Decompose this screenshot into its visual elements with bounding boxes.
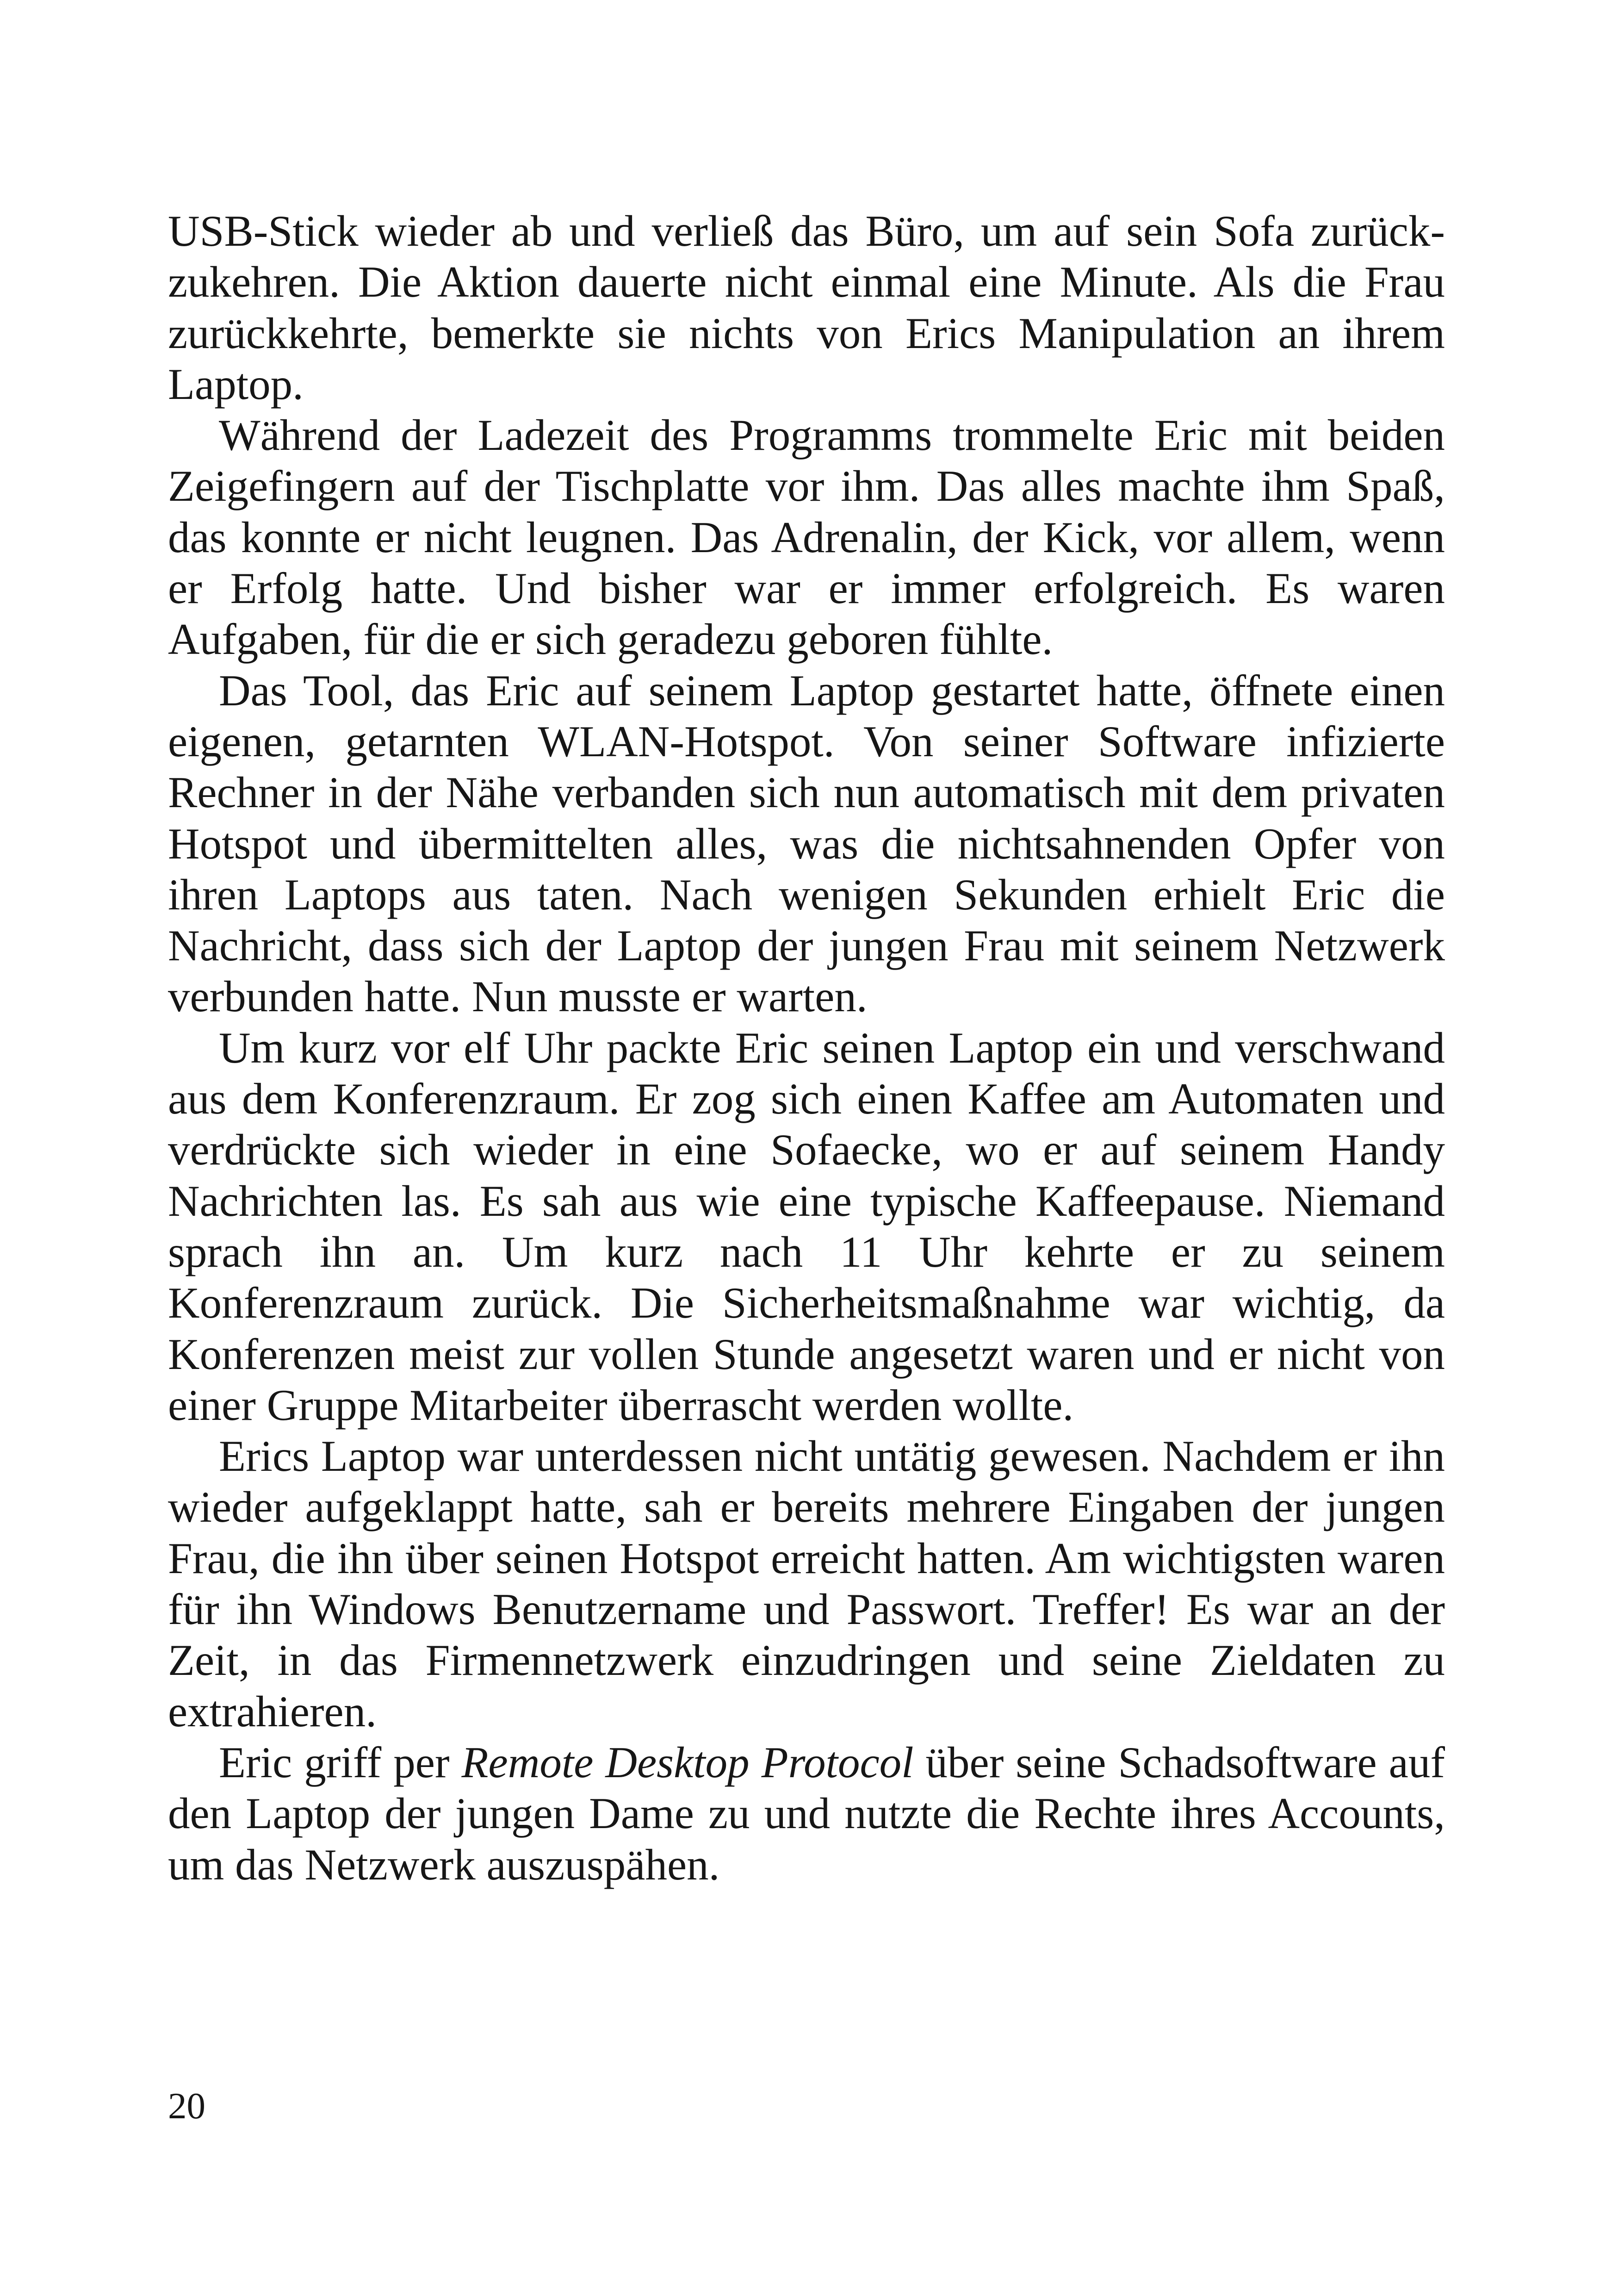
- paragraph-6: [168, 1737, 1445, 1890]
- paragraph-6-lead: Eric griff per: [219, 1737, 462, 1787]
- paragraph-2: Während der Ladezeit des Programms trommelte Eric mit beiden Zeigefingern auf der Tischplatte vor ihm. Das alles machte ihm Spaß, das konnte er nicht leugnen. Das Adrenalin, der Kick, vor allem, wenn er Erfolg hatte. Und bisher war er immer erfolgreich. Es waren Aufgaben, für die er sich geradezu geboren fühlte.: [168, 411, 1445, 664]
- body-text: [168, 205, 1445, 1890]
- paragraph-5: Erics Laptop war unterdessen nicht untätig gewesen. Nachdem er ihn wieder aufgeklappt hatte, sah er bereits mehrere Eingaben der jungen Frau, die ihn über seinen Hotspot erreicht hatten. Am wichtigsten waren für ihn Windows Benutzername und Passwort. Treffer! Es war an der Zeit, in das Firmennetzwerk einzudringen und seine Zieldaten zu extrahieren.: [168, 1431, 1445, 1736]
- paragraph-4: Um kurz vor elf Uhr packte Eric seinen Laptop ein und verschwand aus dem Konferenzraum. Er zog sich einen Kaffee am Automaten und verdrückte sich wieder in eine Sofaecke, wo er auf seinem Handy Nachrichten las. Es sah aus wie eine typische Kaffeepause. Niemand sprach ihn an. Um kurz nach 11 Uhr kehrte er zu seinem Konferenzraum zurück. Die Sicherheitsmaßnahme war wichtig, da Konferenzen meist zur vollen Stunde angesetzt waren und er nicht von einer Gruppe Mitarbeiter überrascht werden wollte.: [168, 1023, 1445, 1430]
- italic-term-rdp: Remote Desktop Protocol: [461, 1737, 914, 1787]
- paragraph-6-rest: über seine Schadsoftware auf den Laptop der jungen Dame zu und nutzte die Rechte ihres Accounts, um das Netzwerk auszuspähen.: [168, 1737, 1445, 1889]
- paragraph-3: Das Tool, das Eric auf seinem Laptop gestartet hatte, öffnete einen eigenen, getarnten WLAN-Hotspot. Von seiner Software infizierte Rechner in der Nähe verbanden sich nun automatisch mit dem privaten Hotspot und übermittelten alles, was die nichtsahnenden Opfer von ihren Laptops aus taten. Nach wenigen Sekunden erhielt Eric die Nachricht, dass sich der Laptop der jungen Frau mit seinem Netzwerk verbunden hatte. Nun musste er warten.: [168, 666, 1445, 1021]
- page-number: 20: [168, 2085, 205, 2127]
- paragraph-1: USB-Stick wieder ab und verließ das Büro, um auf sein Sofa zurückzukehren. Die Aktion dauerte nicht einmal eine Minute. Als die Frau zurückkehrte, bemerkte sie nichts von Erics Manipulation an ihrem Laptop.: [168, 206, 1445, 409]
